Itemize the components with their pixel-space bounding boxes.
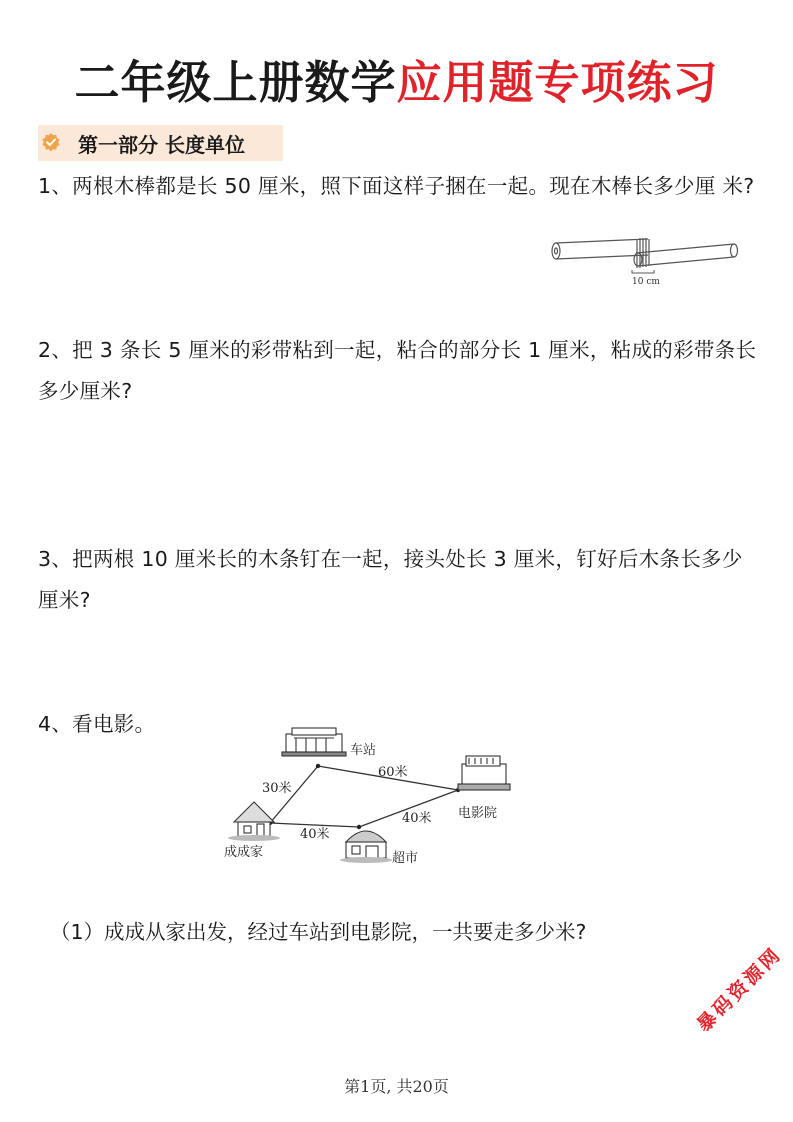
route-map [214,718,520,886]
market-icon [340,831,392,863]
market-label: 超市 [392,851,419,866]
distance-home-station: 30米 [262,781,292,796]
section-title: 第一部分 长度单位 [78,133,245,157]
home-label: 成成家 [224,845,264,860]
station-label: 车站 [350,743,377,758]
title-part-2: 应用题专项练习 [396,56,719,109]
question-4: 4、看电影。 [38,712,156,736]
subquestion-1: （1）成成从家出发，经过车站到电影院，一共要走多少米? [50,920,587,944]
cinema-icon [458,756,510,790]
distance-market-cinema: 40米 [402,811,432,826]
page-title [0,46,793,111]
bound-sticks-figure [548,232,740,288]
station-icon [282,728,346,756]
watermark: 暴码资源网 [692,943,787,1037]
question-3: 3、把两根 10 厘米长的木条钉在一起，接头处长 3 厘米，钉好后木条长多少厘米? [38,547,743,612]
check-badge-icon [41,132,61,152]
question-1: 1、两根木棒都是长 50 厘米，照下面这样子捆在一起。现在木棒长多少厘 米? [38,174,755,198]
question-2: 2、把 3 条长 5 厘米的彩带粘到一起，粘合的部分长 1 厘米，粘成的彩带条长多少厘米? [38,338,757,403]
distance-home-market: 40米 [300,827,330,842]
distance-station-cinema: 60米 [378,765,408,780]
home-icon [228,802,280,841]
overlap-label: 10 cm [632,277,660,287]
cinema-label: 电影院 [458,806,498,821]
section-header [38,125,283,161]
page-footer: 第1页, 共20页 [344,1077,449,1096]
title-part-1: 二年级上册数学 [74,56,397,109]
